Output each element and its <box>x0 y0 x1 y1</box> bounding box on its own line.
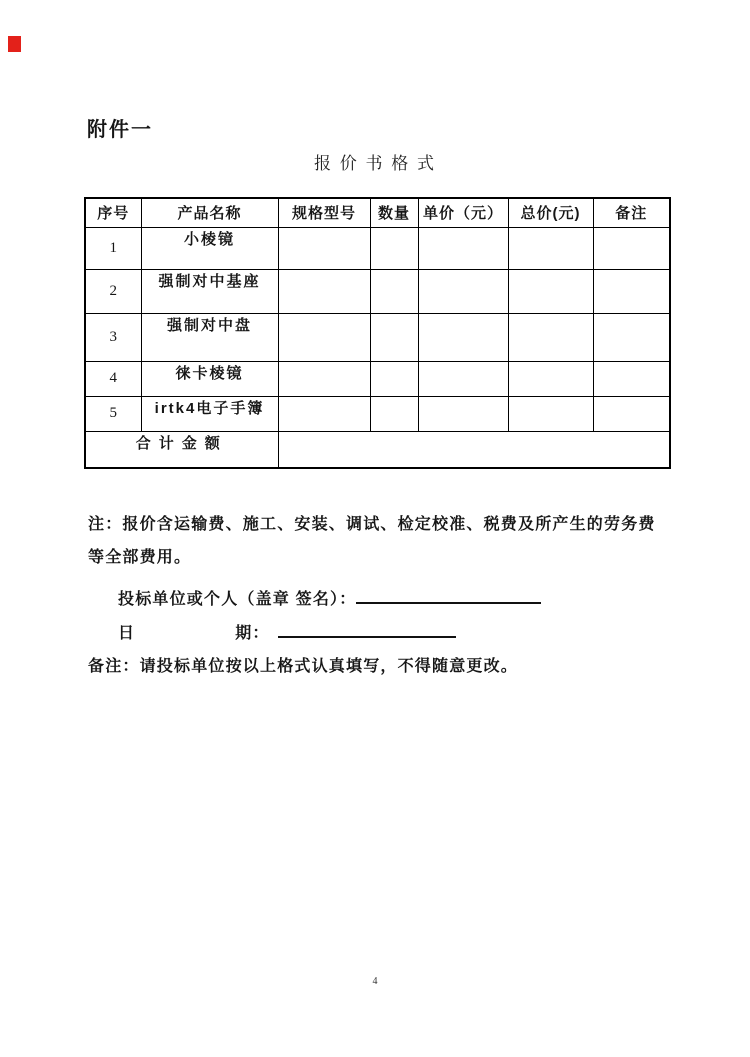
total-price-cell <box>508 361 593 396</box>
quantity-cell <box>370 361 418 396</box>
serial-cell: 3 <box>85 313 141 361</box>
product-name-cell: 徕卡棱镜 <box>141 361 278 396</box>
unit-price-cell <box>418 361 508 396</box>
remarks-cell <box>593 396 670 431</box>
total-price-cell <box>508 313 593 361</box>
spec-cell <box>278 361 370 396</box>
serial-cell: 1 <box>85 227 141 269</box>
unit-price-cell <box>418 313 508 361</box>
table-total-row <box>85 431 670 468</box>
fee-note <box>88 508 668 574</box>
attachment-heading: 附件一 <box>87 119 153 141</box>
product-name-cell: 强制对中基座 <box>141 269 278 313</box>
quantity-cell <box>370 227 418 269</box>
quantity-cell <box>370 269 418 313</box>
fee-note-line2: 等全部费用。 <box>88 549 192 566</box>
total-price-cell <box>508 396 593 431</box>
quantity-cell <box>370 396 418 431</box>
spec-cell <box>278 396 370 431</box>
unit-price-cell <box>418 269 508 313</box>
bidder-signature-line <box>118 586 541 609</box>
fee-note-line1: 注：报价含运输费、施工、安装、调试、检定校准、税费及所产生的劳务费 <box>88 516 656 533</box>
serial-cell: 4 <box>85 361 141 396</box>
remarks-cell <box>593 227 670 269</box>
unit-price-cell <box>418 396 508 431</box>
remarks-cell <box>593 361 670 396</box>
total-price-cell <box>508 227 593 269</box>
remarks-cell <box>593 313 670 361</box>
column-header-serial: 序号 <box>85 198 141 227</box>
spec-cell <box>278 269 370 313</box>
date-blank-underline <box>278 621 456 638</box>
page-title: 报 价 书 格 式 <box>314 154 436 173</box>
table-header-row <box>85 198 670 227</box>
spec-cell <box>278 313 370 361</box>
total-amount-value-cell <box>278 431 670 468</box>
date-line <box>118 620 456 643</box>
table-row <box>85 396 670 431</box>
column-header-product-name: 产品名称 <box>141 198 278 227</box>
table-row <box>85 361 670 396</box>
quotation-table <box>84 197 671 469</box>
remarks-cell <box>593 269 670 313</box>
product-name-cell: irtk4电子手簿 <box>141 396 278 431</box>
red-flag-mark <box>8 36 21 52</box>
page-number: 4 <box>372 976 378 987</box>
table-row <box>85 269 670 313</box>
column-header-unit-price: 单价（元） <box>418 198 508 227</box>
total-price-cell <box>508 269 593 313</box>
column-header-total-price: 总价(元) <box>508 198 593 227</box>
product-name-cell: 小棱镜 <box>141 227 278 269</box>
product-name-cell: 强制对中盘 <box>141 313 278 361</box>
table-row <box>85 227 670 269</box>
total-amount-label-cell: 合计金额 <box>85 431 278 468</box>
column-header-remarks: 备注 <box>593 198 670 227</box>
signature-blank-underline <box>356 587 541 604</box>
date-label-qi: 期： <box>235 625 270 642</box>
column-header-quantity: 数量 <box>370 198 418 227</box>
date-label-day: 日 <box>118 625 136 642</box>
quantity-cell <box>370 313 418 361</box>
remark-note: 备注：请投标单位按以上格式认真填写，不得随意更改。 <box>88 658 519 675</box>
bidder-signature-label: 投标单位或个人（盖章 签名）： <box>118 591 357 608</box>
unit-price-cell <box>418 227 508 269</box>
serial-cell: 2 <box>85 269 141 313</box>
table-row <box>85 313 670 361</box>
serial-cell: 5 <box>85 396 141 431</box>
spec-cell <box>278 227 370 269</box>
column-header-spec-model: 规格型号 <box>278 198 370 227</box>
